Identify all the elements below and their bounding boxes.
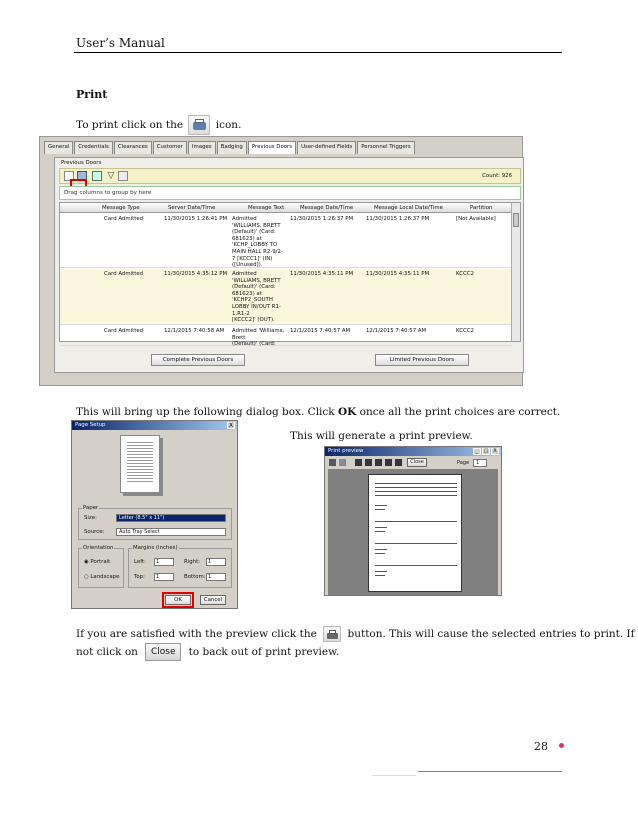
page-rule <box>375 483 457 484</box>
landscape-radio[interactable]: ○ Landscape <box>84 574 120 580</box>
tab-general[interactable]: General <box>44 141 73 154</box>
page-rule <box>375 491 457 492</box>
page-rule <box>375 495 457 496</box>
dialog-instruction-ok: OK <box>338 406 357 418</box>
row-msg-date: 11/30/2015 4:35:11 PM <box>290 271 354 277</box>
footer-rule <box>418 771 562 772</box>
dialog-instruction <box>76 405 560 419</box>
ok-button[interactable]: OK <box>165 595 191 605</box>
row-text <box>232 328 284 348</box>
top-margin-input[interactable]: 1 <box>154 573 174 581</box>
final-instruction-before: If you are satisfied with the preview click the <box>76 628 317 640</box>
page-label: Page <box>457 460 470 466</box>
row-text-line: 7 [KCCC1]' (IN) <box>232 255 273 262</box>
previous-doors-panel <box>54 157 524 373</box>
final-instruction-line1 <box>76 626 635 642</box>
final-instruction-line2 <box>76 643 339 661</box>
page-text <box>375 571 387 572</box>
four-page-icon[interactable] <box>385 459 392 466</box>
grid-scrollbar[interactable] <box>511 203 520 341</box>
page-rule <box>375 565 457 566</box>
source-select[interactable]: Auto Tray Select <box>116 528 226 536</box>
tab-clearances[interactable]: Clearances <box>114 141 152 154</box>
row-text-line: MAIN HALL R2-9/2- <box>232 248 283 255</box>
row-partition: KCCC2 <box>456 328 474 334</box>
orientation-group <box>78 548 124 588</box>
row-text-line: 'WILLIAMS, BRETT <box>232 277 281 284</box>
row-text-line: [KCCC2]' (OUT). <box>232 317 275 324</box>
row-text-line: Admitted 'Williams, <box>232 328 285 334</box>
tab-personnel-triggers[interactable]: Personnel Triggers <box>357 141 414 154</box>
zoom-icon[interactable] <box>339 459 346 466</box>
page-text <box>375 527 387 528</box>
final-instruction-line2-before: not click on <box>76 646 138 658</box>
tab-badging[interactable]: Badging <box>217 141 247 154</box>
close-icon[interactable]: X <box>228 422 234 429</box>
row-text-line: 681623) at <box>232 290 262 297</box>
print-preview-title: Print preview <box>328 448 364 454</box>
paper-label: Paper <box>83 505 99 511</box>
print-instruction-before: To print click on the <box>76 119 184 131</box>
footer-rule-faint <box>372 775 416 776</box>
row-text-line: 'WILLIAMS, BRETT <box>232 222 281 229</box>
section-heading: Print <box>76 88 108 101</box>
grid-toolbar <box>59 168 521 184</box>
final-instruction-after: button. This will cause the selected entries to print. If <box>347 628 635 640</box>
group-by-bar[interactable] <box>59 186 521 200</box>
page-text <box>375 549 387 550</box>
printer-icon <box>188 115 210 135</box>
print-instruction <box>76 115 241 135</box>
margins-label: Margins (inches) <box>133 545 178 551</box>
six-page-icon[interactable] <box>395 459 402 466</box>
tab-credentials[interactable]: Credentials <box>74 141 113 154</box>
col-message-date[interactable]: Message Date/Time <box>300 205 354 211</box>
limited-previous-doors-button[interactable]: Limited Previous Doors <box>375 354 469 366</box>
row-server: 11/30/2015 4:35:12 PM <box>164 271 228 277</box>
page-text <box>375 531 385 532</box>
row-local-date: 11/30/2015 4:35:11 PM <box>366 271 430 277</box>
group-label: Previous Doors <box>61 160 102 166</box>
print-preview-window <box>324 446 502 596</box>
printer-icon <box>323 626 341 642</box>
one-page-icon[interactable] <box>355 459 362 466</box>
orientation-label: Orientation <box>83 545 114 551</box>
preview-canvas <box>328 469 498 595</box>
row-text-line: Brett <box>232 334 246 341</box>
page-rule <box>375 521 457 522</box>
margins-group <box>128 548 232 588</box>
page-rule <box>375 543 457 544</box>
preview-instruction: This will generate a print preview. <box>290 430 473 442</box>
window-controls <box>473 448 499 455</box>
source-label: Source: <box>84 529 105 535</box>
row-text <box>232 271 281 324</box>
portrait-radio[interactable]: ◉ Portrait <box>84 559 111 565</box>
filter-icon[interactable]: ▽ <box>107 171 115 181</box>
page-number-bullet <box>559 743 564 748</box>
table-row[interactable] <box>60 269 512 325</box>
page-preview <box>120 435 160 493</box>
row-partition: [Not Available] <box>456 216 496 222</box>
page-text <box>375 505 387 506</box>
row-text-line: Admitted <box>232 271 257 277</box>
page-text <box>375 553 385 554</box>
minimize-icon[interactable]: _ <box>473 448 481 455</box>
row-msg-date: 11/30/2015 1:26:37 PM <box>290 216 354 222</box>
running-header: User’s Manual <box>76 36 165 50</box>
preview-toolbar <box>325 457 501 468</box>
complete-previous-doors-button[interactable]: Complete Previous Doors <box>151 354 245 366</box>
row-local-date: 11/30/2015 1:26:37 PM <box>366 216 430 222</box>
size-label: Size: <box>84 515 97 521</box>
col-message-text[interactable]: Message Text <box>248 205 285 211</box>
col-server-date[interactable]: Server Date/Time <box>168 205 216 211</box>
doors-grid <box>59 202 521 348</box>
page-setup-titlebar <box>72 421 237 430</box>
dialog-instruction-after: once all the print choices are correct. <box>356 406 561 418</box>
record-count: Count: 926 <box>482 173 512 179</box>
row-server: 12/1/2015 7:40:58 AM <box>164 328 225 334</box>
grid-header <box>60 203 512 213</box>
col-local-date[interactable]: Message Local Date/Time <box>374 205 443 211</box>
left-label: Left: <box>134 559 146 565</box>
row-text-line: Admitted <box>232 216 257 222</box>
landscape-label: Landscape <box>90 574 120 580</box>
preview-close-button[interactable]: Close <box>407 458 427 467</box>
print-icon[interactable] <box>329 459 336 466</box>
tab-strip <box>44 141 416 154</box>
header-rule <box>74 52 562 53</box>
row-type: Card Admitted <box>104 328 144 334</box>
right-margin-input[interactable]: 1 <box>206 558 226 566</box>
bottom-label: Bottom: <box>184 574 206 580</box>
col-message-type[interactable]: Message Type <box>102 205 140 211</box>
export-icon[interactable] <box>92 171 102 181</box>
row-server: 11/30/2015 1:26:41 PM <box>164 216 228 222</box>
row-text-line: (Default)' (Card: <box>232 229 276 236</box>
final-instruction-line2-after: to back out of print preview. <box>188 646 340 658</box>
table-row[interactable] <box>60 214 512 268</box>
row-text-line: 1,R1-2 <box>232 310 250 317</box>
page-rule <box>375 487 457 488</box>
tab-customer[interactable]: Customer <box>153 141 187 154</box>
row-type: Card Admitted <box>104 271 144 277</box>
maximize-icon[interactable]: □ <box>483 448 489 454</box>
page-setup-dialog <box>71 420 238 609</box>
close-icon[interactable]: X <box>491 448 499 455</box>
table-row[interactable] <box>60 326 512 346</box>
portrait-label: Portrait <box>90 559 111 565</box>
row-local-date: 12/1/2015 7:40:57 AM <box>366 328 427 334</box>
tab-previous-doors[interactable]: Previous Doors <box>248 141 296 154</box>
page-text <box>375 575 385 576</box>
row-text-line: (Default)' (Card: <box>232 341 276 348</box>
row-text-line: (Default)' (Card: <box>232 284 276 291</box>
row-text-line: 681623) at <box>232 235 262 242</box>
row-type: Card Admitted <box>104 216 144 222</box>
row-text-line: 'KCHP_LOBBY TO <box>232 242 278 249</box>
row-msg-date: 12/1/2015 7:40:57 AM <box>290 328 351 334</box>
two-page-icon[interactable] <box>365 459 372 466</box>
size-select[interactable]: Letter (8.5" x 11") <box>116 514 226 522</box>
bottom-margin-input[interactable]: 1 <box>206 573 226 581</box>
preview-page <box>368 474 462 592</box>
top-label: Top: <box>134 574 145 580</box>
row-text-line: LOBBY IN/OUT R1- <box>232 303 281 310</box>
tab-images[interactable]: Images <box>188 141 216 154</box>
page-number-input[interactable]: 1 <box>473 459 487 467</box>
print-instruction-after: icon. <box>215 119 242 131</box>
page-setup-title: Page Setup <box>75 422 106 428</box>
row-text <box>232 216 283 269</box>
page-text <box>375 509 385 510</box>
dialog-instruction-before: This will bring up the following dialog box. Click <box>76 406 338 418</box>
close-button-image: Close <box>145 643 181 661</box>
row-text-line: 'KCHP2_SOUTH <box>232 297 273 304</box>
tab-user-defined-fields[interactable]: User-defined Fields <box>297 141 356 154</box>
right-label: Right: <box>184 559 201 565</box>
col-partition[interactable]: Partition <box>470 205 493 211</box>
previous-doors-screenshot <box>39 136 523 386</box>
row-partition: KCCC2 <box>456 271 474 277</box>
page-number: 28 <box>534 740 548 753</box>
left-margin-input[interactable]: 1 <box>154 558 174 566</box>
group-by-hint: Drag columns to group by here <box>64 190 152 196</box>
refresh-icon[interactable] <box>118 171 128 181</box>
cancel-button[interactable]: Cancel <box>200 595 226 605</box>
print-preview-titlebar <box>325 447 501 456</box>
three-page-icon[interactable] <box>375 459 382 466</box>
row-text-line: ([Unused]). <box>232 262 263 269</box>
scroll-thumb[interactable] <box>513 213 519 227</box>
